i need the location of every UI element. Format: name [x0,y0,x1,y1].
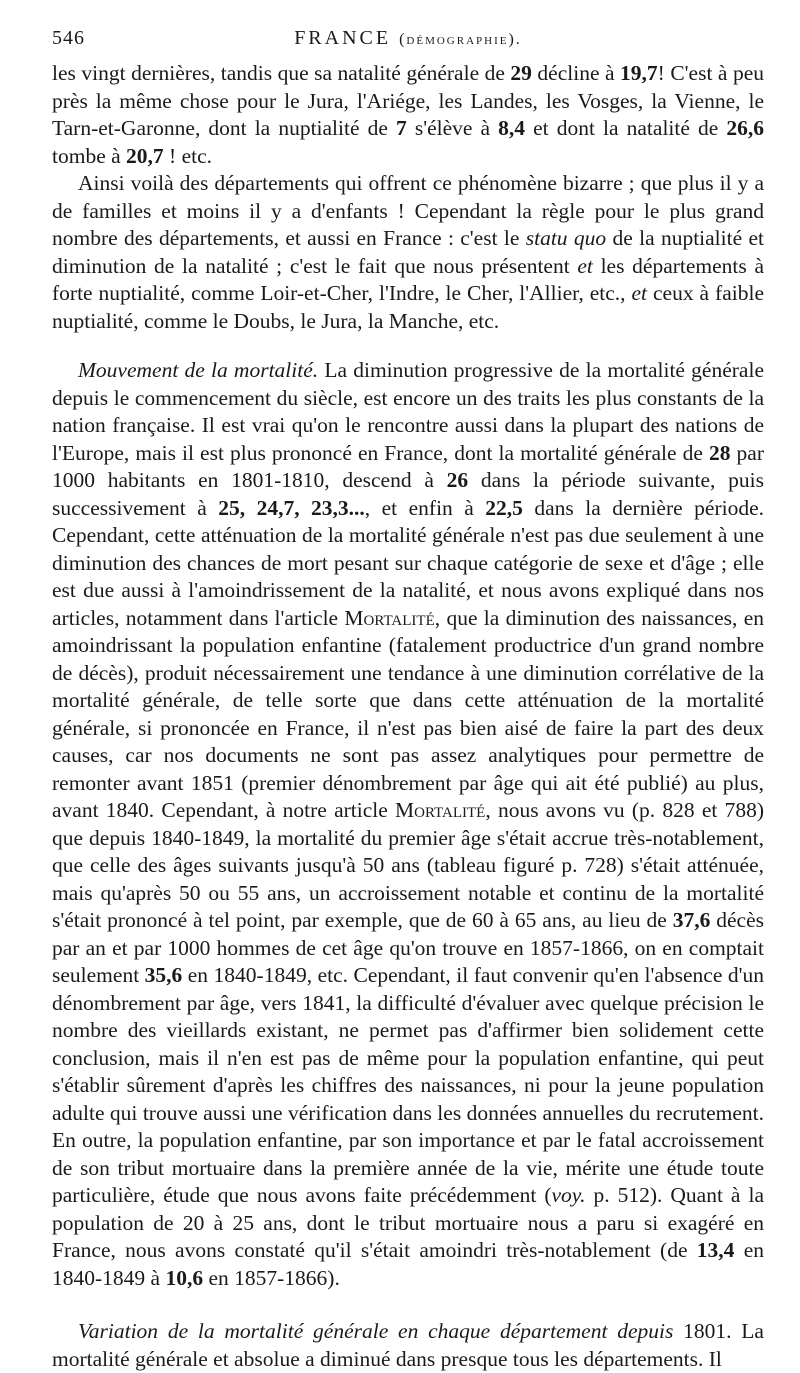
text-run: décline à [531,61,621,85]
italic-term: et [631,281,648,305]
figure: 22,5 [485,495,523,520]
figure: 28 [708,440,731,465]
paragraph-variation [52,1318,764,1373]
text-run: dans la dernière période. Cependant, cette atténuation de la mortalité générale n'est pas due seulement à une diminution des chances de mort pesant sur chaque catégorie de sexe et d'âge ; elle est due aussi à l'amoindrissement de la natalité, et nous avons expliqué dans nos articles, notamment dans l'article [52,495,764,630]
figure: 35,6 [144,963,183,987]
figure: 13,4 [696,1238,735,1262]
running-head [52,26,764,52]
text-run: 1801. La mortalité générale et absolue a diminué dans presque tous les départements. Il [52,1319,764,1371]
article-reference: Mortalité [344,605,435,630]
text-run: par 1000 habitants en 1801-1810, descend à [52,440,764,492]
header-title-text: FRANCE [294,27,392,49]
figure: 37,6 [672,908,711,932]
article-reference: Mortalité [395,798,486,822]
text-run: p. 512). Quant à la population de 20 à 25 ans, dont le tribut mortuaire nous a paru si exagéré en France, nous avons constaté qu'il s'était amoindri très-notablement (de [52,1183,764,1262]
header-subtitle: (démographie). [399,31,522,48]
italic-term: et [577,253,593,278]
text-run: ! C'est à peu près la même chose pour le Jura, l'Ariége, les Landes, les Vosges, la Vienne, le Tarn-et-Garonne, dont la nuptialité de [52,61,765,140]
text-run: ceux à faible nuptialité, comme le Doubs, le Jura, la Manche, etc. [52,281,764,333]
paragraph-nuptiality [52,170,764,335]
text-run: , et enfin à [364,495,486,520]
italic-term: statu quo [525,226,607,250]
text-run: , nous avons vu (p. 828 et 788) que depuis 1840-1849, la mortalité du premier âge s'était accrue très-notablement, que celle des âges suivants jusqu'à 50 ans (tableau figuré p. 728) s'était atténuée, mais qu'après 50 ou 55 ans, un accroissement notable et continu de la mortalité s'était prononcé à tel point, par exemple, que de 60 à 65 ans, au lieu de [52,798,764,932]
page-title [162,26,764,52]
text-run: en 1840-1849, etc. Cependant, il faut convenir qu'en l'absence d'un dénombrement par âge, vers 1841, la difficulté d'évaluer avec quelque précision le nombre des vieillards existant, ne permet pas d'affirmer bien solidement cette conclusion, mais il n'en est pas de même pour la population enfantine, qui peut s'établir sûrement d'après les chiffres des naissances, ni pour la jeune population adulte qui trouve aussi une vérification dans les données annuelles du recrutement. En outre, la population enfantine, par son importance et par le fatal accroissement de son tribut mortuaire dans la première année de la vie, mérite une étude toute particulière, étude que nous avons faite précédemment ( [52,963,764,1207]
figure: 8,4 [498,116,526,140]
section-heading: Mouvement de la mortalité. [78,358,319,382]
figure: 20,7 [126,143,164,168]
figure: 26,6 [726,116,764,140]
paragraph-mortality [52,357,764,1292]
text-run: Ainsi voilà des départements qui offrent ce phénomène bizarre ; que plus il y a de familles et moins il y a d'enfants ! Cependant la règle pour le plus grand nombre des départements, et aussi en France : c'est le [52,171,764,250]
text-run: et dont la natalité de [525,116,727,140]
text-run: dans la période suivante, puis successivement à [52,468,764,520]
paragraph-continuation [52,60,764,170]
text-run: les vingt dernières, tandis que sa natalité générale de [52,61,511,85]
text-run: les départements à forte nuptialité, comme Loir-et-Cher, l'Indre, le Cher, l'Allier, etc., [52,253,764,305]
text-run: en 1840-1849 à [52,1238,764,1290]
text-run: s'élève à [406,116,499,140]
figure: 7 [396,116,407,140]
text-run: ! etc. [163,143,213,168]
figure: 29 [510,61,532,85]
figure: 10,6 [165,1265,204,1290]
section-heading: Variation de la mortalité générale en chaque département depuis [78,1319,674,1343]
text-run: en 1857-1866). [203,1265,340,1290]
figure: 26 [446,468,469,492]
text-run: tombe à [52,143,127,168]
text-run: de la nuptialité et diminution de la natalité ; c'est le fait que nous présentent [52,226,764,278]
page-number: 546 [52,27,85,49]
text-run: décès par an et par 1000 hommes de cet âge qu'on trouve en 1857-1866, on en comptait seulement [52,908,764,987]
text-run: La diminution progressive de la mortalité générale depuis le commencement du siècle, est encore un des traits les plus constants de la nation française. Il est vrai qu'on le rencontre aussi dans la plupart des nations de l'Europe, mais il est plus prononcé en France, dont la mortalité générale de [52,358,764,465]
italic-term: voy. [551,1183,586,1207]
text-run: , que la diminution des naissances, en amoindrissant la population enfantine (fatalement productrice d'un grand nombre de décès), produit nécessairement une tendance à une diminution corrélative de la mortalité générale, de telle sorte que dans cette atténuation de la mortalité générale, si prononcée en France, il n'est pas bien aisé de faire la part des deux causes, car nos documents ne sont pas assez analytiques pour permettre de remonter avant 1851 (premier dénombrement par âge qui ait été publié) au plus, avant 1840. Cependant, à notre article [52,605,764,822]
figure: 19,7 [620,61,658,85]
figure: 25, 24,7, 23,3... [218,495,365,520]
